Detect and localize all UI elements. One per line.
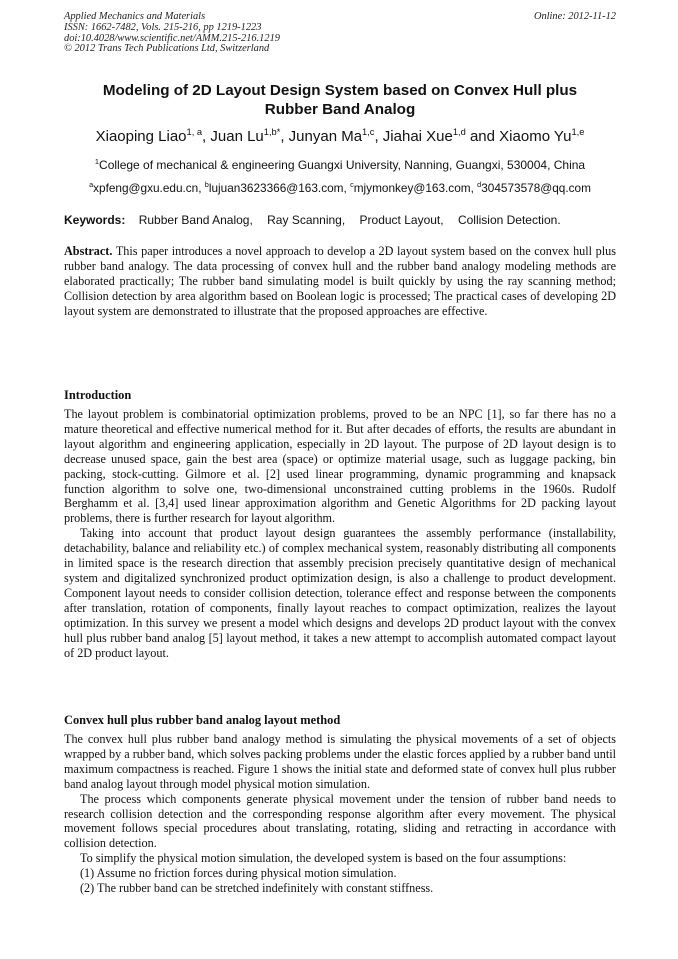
paragraph: To simplify the physical motion simulation, the developed system is based on the four assumptions: <box>80 851 567 866</box>
author: Xiaoping Liao$^{1, a}$, <box>95 127 211 145</box>
method-section <box>64 712 616 896</box>
journal-name: Applied Mechanics and Materials <box>64 11 206 22</box>
abstract-text: This paper introduces a novel approach to develop a 2D layout system based on the convex hull plus rubber band analogy. The data processing of convex hull and the rubber band analogy modeling methods are elaborated practically; The rubber band simulating model is built quickly by using the ray scanning method; Collision detection by area algorithm based on Boolean logic is processed; The practical cases of developing 2D layout system are demonstrated to illustrate that the proposed approaches are effective. <box>64 244 616 318</box>
abstract-label: Abstract. <box>64 244 113 258</box>
list-item: (1) Assume no friction forces during physical motion simulation. <box>80 866 397 881</box>
doi-line[interactable]: doi:10.4028/www.scientific.net/AMM.215-216.1219 <box>64 32 280 44</box>
paragraph: Taking into account that product layout design guarantees the assembly performance (installability, detachability, balance and reliability etc.) of complex mechanical system, reasonably distributing all components in limited space is the research direction that assembly precision precisely quantitative design of mechanical system and digitalized synchronized product optimization design, is also a challenge to product development. Component layout needs to consider collision detection, tolerance effect and response between the components after translation, rotation of components, finally layout reaches to compact optimization, realizes the layout optimization. In this survey we present a model which designs and develops 2D product layout with the convex hull plus rubber band analog [5] layout method, it takes a new attempt to accomplish automated compact layout of 2D product layout. <box>64 526 616 660</box>
title-line-1: Modeling of 2D Layout Design System based on Convex Hull plus <box>102 82 578 99</box>
affiliation: $^1$College of mechanical & engineering Guangxi University, Nanning, Guangxi, 530004, China <box>94 157 586 172</box>
method-heading: Convex hull plus rubber band analog layout method <box>64 713 341 727</box>
email[interactable]: $^a$xpfeng@gxu.edu.cn, <box>89 180 205 195</box>
introduction-heading: Introduction <box>64 388 132 402</box>
keywords-label: Keywords: <box>64 213 126 227</box>
copyright-line: © 2012 Trans Tech Publications Ltd, Switzerland <box>64 43 270 55</box>
author: Jiahai Xue$^{1,d}$ and <box>382 127 500 145</box>
online-date: Online: 2012-11-12 <box>533 11 616 22</box>
keyword: Collision Detection. <box>457 213 561 227</box>
paragraph: The process which components generate physical movement under the tension of rubber band needs to research collision detection and the corresponding response algorithm after every movement. The physical movement follows special procedures about translating, rotating, sliding and retracting in accordance with collision detection. <box>64 791 616 851</box>
email-list <box>40 180 640 196</box>
author: Junyan Ma$^{1,c}$, <box>288 127 383 145</box>
title-line-2: Rubber Band Analog <box>264 101 416 118</box>
email[interactable]: $^c$mjymonkey@163.com, <box>350 180 478 195</box>
paragraph: The layout problem is combinatorial optimization problems, proved to be an NPC [1], so far there has no a mature theoretical and effective numerical method for it. But after decades of efforts, the results are abundant in layout algorithm and engineering application, especially in 2D layout. The purpose of 2D layout design is to decrease unused space, gain the best area (space) or optimize material usage, such as luggage packing, bin packing, stock-cutting. Gilmore et al. [2] used linear programming, dynamic programming and knapsack function algorithm to solve one, two-dimensional unconstrained cutting problems in the 1960s. Rudolf Berghamm et al. [3,4] used linear approximation algorithm and Genetic Algorithms for 2D packing layout problems, there is further research for layout algorithm. <box>64 407 616 526</box>
author-list <box>40 127 640 147</box>
abstract <box>64 244 616 319</box>
keyword: Rubber Band Analog, <box>138 213 253 227</box>
author: Juan $Lu^{1,b*}$, <box>210 127 289 145</box>
introduction-section <box>64 387 616 660</box>
keyword: Ray Scanning, <box>267 213 346 227</box>
journal-header <box>64 12 616 55</box>
author: Xiaomo Yu$^{1,e}$ <box>499 127 585 145</box>
paper-title <box>64 81 616 119</box>
issn-line: ISSN: 1662-7482, Vols. 215-216, pp 1219-1223 <box>64 21 262 33</box>
paragraph: The convex hull plus rubber band analogy method is simulating the physical movements of a set of objects wrapped by a rubber band, which solves packing problems under the elastic forces applied by a rubber band until maximum compactness is reached. Figure 1 shows the initial state and deformed state of convex hull plus rubber band analog layout through model physical motion simulation. <box>64 732 616 791</box>
email[interactable]: $^d$304573578@qq.com <box>477 180 591 195</box>
keyword: Product Layout, <box>359 213 444 227</box>
keywords <box>64 212 624 228</box>
email[interactable]: $^b$lujuan3623366@163.com, <box>204 180 351 195</box>
assumption-list <box>64 866 616 896</box>
list-item: (2) The rubber band can be stretched indefinitely with constant stiffness. <box>80 881 434 896</box>
